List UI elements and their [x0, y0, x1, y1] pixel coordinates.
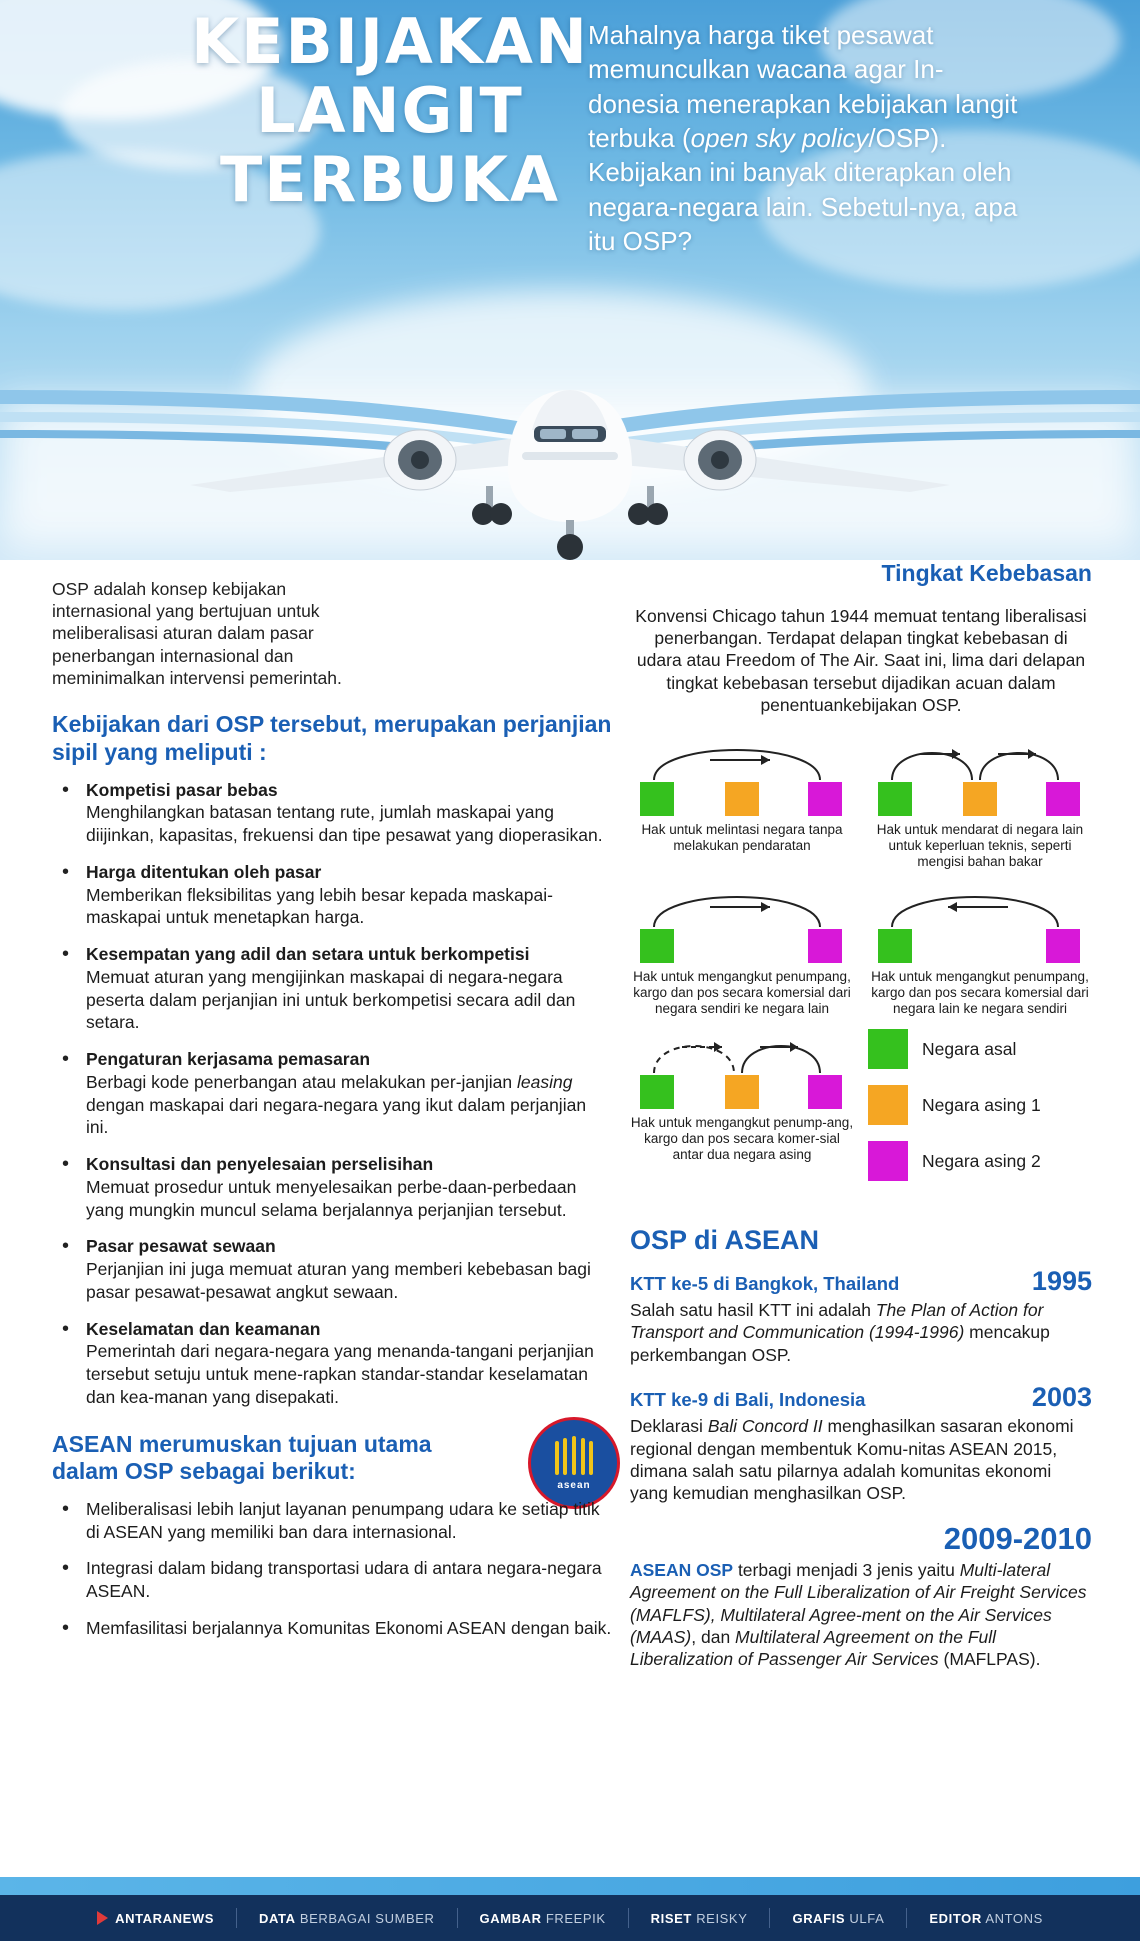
- list-item: [52, 1498, 612, 1544]
- asean-goals-header: [52, 1430, 612, 1491]
- list-item: [52, 1557, 612, 1603]
- list-item: [52, 943, 612, 1034]
- legend-item-foreign2: [868, 1141, 1092, 1181]
- point-body: Memuat prosedur untuk menyelesaikan perbe-daan-perbedaan yang mungkin muncul selama berjalannya perjanjian tersebut.: [86, 1176, 577, 1220]
- freedom-diagram-4: [868, 881, 1092, 963]
- credit-gambar: [480, 1911, 606, 1926]
- event-body-lead: ASEAN OSP: [630, 1559, 734, 1580]
- point-body-post: dengan maskapai dari negara-negara yang ikut dalam perjanjian ini.: [86, 1094, 587, 1138]
- credit-value: REISKY: [696, 1910, 748, 1926]
- divider: [769, 1908, 770, 1928]
- freedom-caption-1: Hak untuk melintasi negara tanpa melakukan pendaratan: [641, 821, 843, 854]
- freedom-caption-4: Hak untuk mengangkut penumpang, kargo dan pos secara komersial dari negara lain ke negara sendiri: [871, 968, 1089, 1016]
- event-year: 2003: [1031, 1382, 1092, 1413]
- event-year: 2009-2010: [943, 1520, 1092, 1556]
- legend-label-origin: Negara asal: [922, 1038, 1017, 1059]
- title-line-1: KEBIJAKAN: [191, 5, 589, 78]
- country-origin-square: [640, 929, 674, 963]
- freedom-diagram-5: [630, 1027, 854, 1109]
- event-body-post: mencakup perkembangan OSP.: [630, 1322, 1050, 1365]
- divider: [236, 1908, 237, 1928]
- divider: [906, 1908, 907, 1928]
- country-origin-square: [640, 782, 674, 816]
- divider: [457, 1908, 458, 1928]
- point-body: Perjanjian ini juga memuat aturan yang memberi kebebasan bagi pasar pesawat-pesawat angkut sewaan.: [86, 1259, 591, 1302]
- hero-lead-part2: /OSP). Kebijakan ini banyak diterapkan oleh negara-negara lain. Sebetul-nya, apa itu OSP?: [588, 122, 1018, 256]
- country-origin-square: [878, 929, 912, 963]
- event-body-pre: terbagi menjadi 3 jenis yaitu: [733, 1559, 960, 1580]
- freedom-item-2: [868, 734, 1092, 871]
- list-item: [52, 1617, 612, 1640]
- freedom-diagram-1: [630, 734, 854, 816]
- event-body-italic-2: Multilateral Agreement on the Full Liberalization of Passenger Air Services: [630, 1626, 997, 1670]
- point-body-italic: leasing: [517, 1071, 573, 1092]
- point-title: • Kompetisi pasar bebas: [86, 779, 278, 800]
- freedom-item-1: [630, 734, 854, 871]
- point-body: Menghilangkan batasan tentang rute, jumlah maskapai yang diijinkan, kapasitas, frekuensi dan tipe pesawat yang dioperasikan.: [86, 802, 603, 846]
- credit-riset: [651, 1911, 748, 1926]
- freedom-diagrams: [630, 734, 1092, 1207]
- credit-data: [259, 1911, 435, 1926]
- hero-lead-text: [588, 18, 1028, 258]
- legend: [868, 1029, 1092, 1197]
- freedom-caption-5: Hak untuk mengangkut penump-ang, kargo dan pos secara komer-sial antar dua negara asing: [630, 1115, 854, 1163]
- timeline-event-1995: [630, 1266, 1092, 1366]
- goal-text: Meliberalisasi lebih lanjut layanan penumpang udara ke setiap titik di ASEAN yang memiliki ban dara internasional.: [86, 1498, 600, 1542]
- title-line-2: LANGIT: [256, 74, 524, 148]
- freedom-diagram-2: [868, 734, 1092, 816]
- country-foreign2-square: [808, 1075, 842, 1109]
- intro-paragraph: OSP adalah konsep kebijakan internasional yang bertujuan untuk meliberalisasi aturan dalam pasar penerbangan internasional dan meminimalkan intervensi pemerintah.: [52, 578, 342, 689]
- credit-grafis: [792, 1911, 884, 1926]
- country-foreign1-square: [725, 782, 759, 816]
- legend-item-origin: [868, 1029, 1092, 1069]
- freedom-item-5: [630, 1027, 854, 1197]
- list-item: [52, 1235, 612, 1303]
- freedom-diagram-3: [630, 881, 854, 963]
- event-title: KTT ke-9 di Bali, Indonesia: [630, 1389, 866, 1411]
- right-column: [630, 560, 1092, 1687]
- credit-value: FREEPIK: [545, 1910, 606, 1926]
- point-title: • Kesempatan yang adil dan setara untuk berkompetisi: [86, 944, 530, 965]
- point-title: • Pasar pesawat sewaan: [86, 1236, 276, 1257]
- asean-logo-text: asean: [557, 1479, 591, 1491]
- credit-value: BERBAGAI SUMBER: [299, 1910, 435, 1926]
- footer: [0, 1895, 1140, 1941]
- event-body: [630, 1415, 1092, 1505]
- divider: [628, 1908, 629, 1928]
- airplane-illustration: [170, 390, 970, 560]
- country-origin-square: [878, 782, 912, 816]
- left-column: [52, 560, 612, 1654]
- point-body-pre: Berbagi kode penerbangan atau melakukan per-janjian: [86, 1071, 517, 1092]
- credit-value: ANTONS: [985, 1910, 1043, 1926]
- list-item: [52, 779, 612, 847]
- credit-label: EDITOR: [929, 1910, 982, 1926]
- event-title: KTT ke-5 di Bangkok, Thailand: [630, 1273, 900, 1295]
- freedom-item-3: [630, 881, 854, 1018]
- credit-label: GRAFIS: [792, 1910, 846, 1926]
- country-foreign1-square: [725, 1075, 759, 1109]
- credit-label: GAMBAR: [479, 1910, 542, 1926]
- country-foreign2-square: [1046, 929, 1080, 963]
- hero-lead-italic: open sky policy: [690, 122, 869, 153]
- point-body: Memberikan fleksibilitas yang lebih besar kepada maskapai-maskapai untuk menetapkan harga.: [86, 884, 553, 928]
- asean-logo: [528, 1417, 620, 1509]
- point-title: • Konsultasi dan penyelesaian perselisihan: [86, 1154, 434, 1175]
- list-item: [52, 1153, 612, 1221]
- freedom-caption-3: Hak untuk mengangkut penumpang, kargo dan pos secara komersial dari negara sendiri ke negara lain: [633, 968, 851, 1016]
- legend-swatch-foreign1: [868, 1085, 908, 1125]
- freedom-intro: Konvensi Chicago tahun 1944 memuat tentang liberalisasi penerbangan. Terdapat delapan tingkat kebebasan di udara atau Freedom of The Air. Saat ini, lima dari delapan tingkat kebebasan tersebut dijadikan acuan dalam penentuankebijakan OSP.: [635, 605, 1087, 716]
- event-body-post: menghasilkan sasaran ekonomi regional dengan membentuk Komu-nitas ASEAN 2015, dimana salah satu pilarnya adalah komunitas ekonomi yang kemudian menghasilkan OSP.: [630, 1416, 1074, 1504]
- country-foreign2-square: [1046, 782, 1080, 816]
- legend-label-foreign1: Negara asing 1: [922, 1094, 1041, 1115]
- event-body-post: (MAFLPAS).: [938, 1649, 1041, 1670]
- event-body-italic: Bali Concord II: [707, 1416, 823, 1437]
- antaranews-logo[interactable]: [97, 1911, 214, 1926]
- title-line-3: TERBUKA: [219, 143, 560, 217]
- asean-goals-list: [52, 1498, 612, 1640]
- event-body-pre: Deklarasi: [630, 1416, 708, 1437]
- country-foreign2-square: [808, 782, 842, 816]
- event-body-italic-1: Multi-lateral Agreement on the Full Liberalization of Air Freight Services (MAFLFS), Multilateral Agree-ment on the Air Services (MAAS): [630, 1559, 1087, 1647]
- point-body: Memuat aturan yang mengijinkan maskapai di negara-negara peserta dalam perjanjian ini untuk berkompetisi secara adil dan setara.: [86, 966, 576, 1033]
- goal-text: Memfasilitasi berjalannya Komunitas Ekonomi ASEAN dengan baik.: [86, 1617, 612, 1638]
- asean-rice-icon: [545, 1435, 603, 1479]
- country-foreign1-square: [963, 782, 997, 816]
- legend-label-foreign2: Negara asing 2: [922, 1150, 1041, 1171]
- asean-goals-heading: ASEAN merumuskan tujuan utama dalam OSP sebagai berikut:: [52, 1430, 432, 1485]
- hero-banner: [0, 0, 1140, 560]
- credit-editor: [929, 1911, 1043, 1926]
- legend-swatch-foreign2: [868, 1141, 908, 1181]
- footer-accent-bar: [0, 1877, 1140, 1895]
- policy-points-list: [52, 779, 612, 1409]
- list-item: [52, 1048, 612, 1139]
- osp-asean-heading: OSP di ASEAN: [630, 1225, 820, 1256]
- event-body: [630, 1299, 1092, 1366]
- event-body-italic: The Plan of Action for Transport and Communication (1994-1996): [630, 1300, 1044, 1343]
- credit-label: RISET: [650, 1910, 692, 1926]
- point-title: • Keselamatan dan keamanan: [86, 1318, 321, 1339]
- freedom-item-4: [868, 881, 1092, 1018]
- policy-heading: Kebijakan dari OSP tersebut, merupakan perjanjian sipil yang meliputi :: [52, 711, 612, 766]
- point-title: • Pengaturan kerjasama pemasaran: [86, 1049, 371, 1070]
- country-foreign2-square: [808, 929, 842, 963]
- event-body-pre: Salah satu hasil KTT ini adalah: [630, 1300, 876, 1321]
- legend-item-foreign1: [868, 1085, 1092, 1125]
- timeline-event-2009-2010: [630, 1521, 1092, 1671]
- goal-text: Integrasi dalam bidang transportasi udara di antara negara-negara ASEAN.: [86, 1558, 602, 1602]
- point-body: Pemerintah dari negara-negara yang menanda-tangani perjanjian tersebut setuju untuk mene-rapkan standar-standar keselamatan dan kea-manan yang disepakati.: [86, 1341, 594, 1407]
- event-body: [630, 1559, 1092, 1671]
- credit-label: DATA: [259, 1910, 296, 1926]
- list-item: [52, 1318, 612, 1409]
- page-title: [190, 5, 590, 217]
- credit-value: ULFA: [849, 1910, 885, 1926]
- legend-swatch-origin: [868, 1029, 908, 1069]
- play-triangle-icon: [97, 1911, 108, 1925]
- hero-lead-part1: Mahalnya harga tiket pesawat memunculkan wacana agar In-donesia menerapkan kebijakan langit terbuka (: [588, 20, 1018, 153]
- freedom-caption-2: Hak untuk mendarat di negara lain untuk keperluan teknis, seperti mengisi bahan bakar: [876, 821, 1084, 870]
- point-title: • Harga ditentukan oleh pasar: [86, 861, 322, 882]
- list-item: [52, 861, 612, 929]
- freedom-heading: Tingkat Kebebasan: [881, 560, 1092, 586]
- timeline-event-2003: [630, 1382, 1092, 1505]
- event-year: 1995: [1031, 1266, 1092, 1297]
- country-origin-square: [640, 1075, 674, 1109]
- brand-label: ANTARANEWS: [115, 1910, 215, 1926]
- event-body-mid: , dan: [691, 1626, 736, 1647]
